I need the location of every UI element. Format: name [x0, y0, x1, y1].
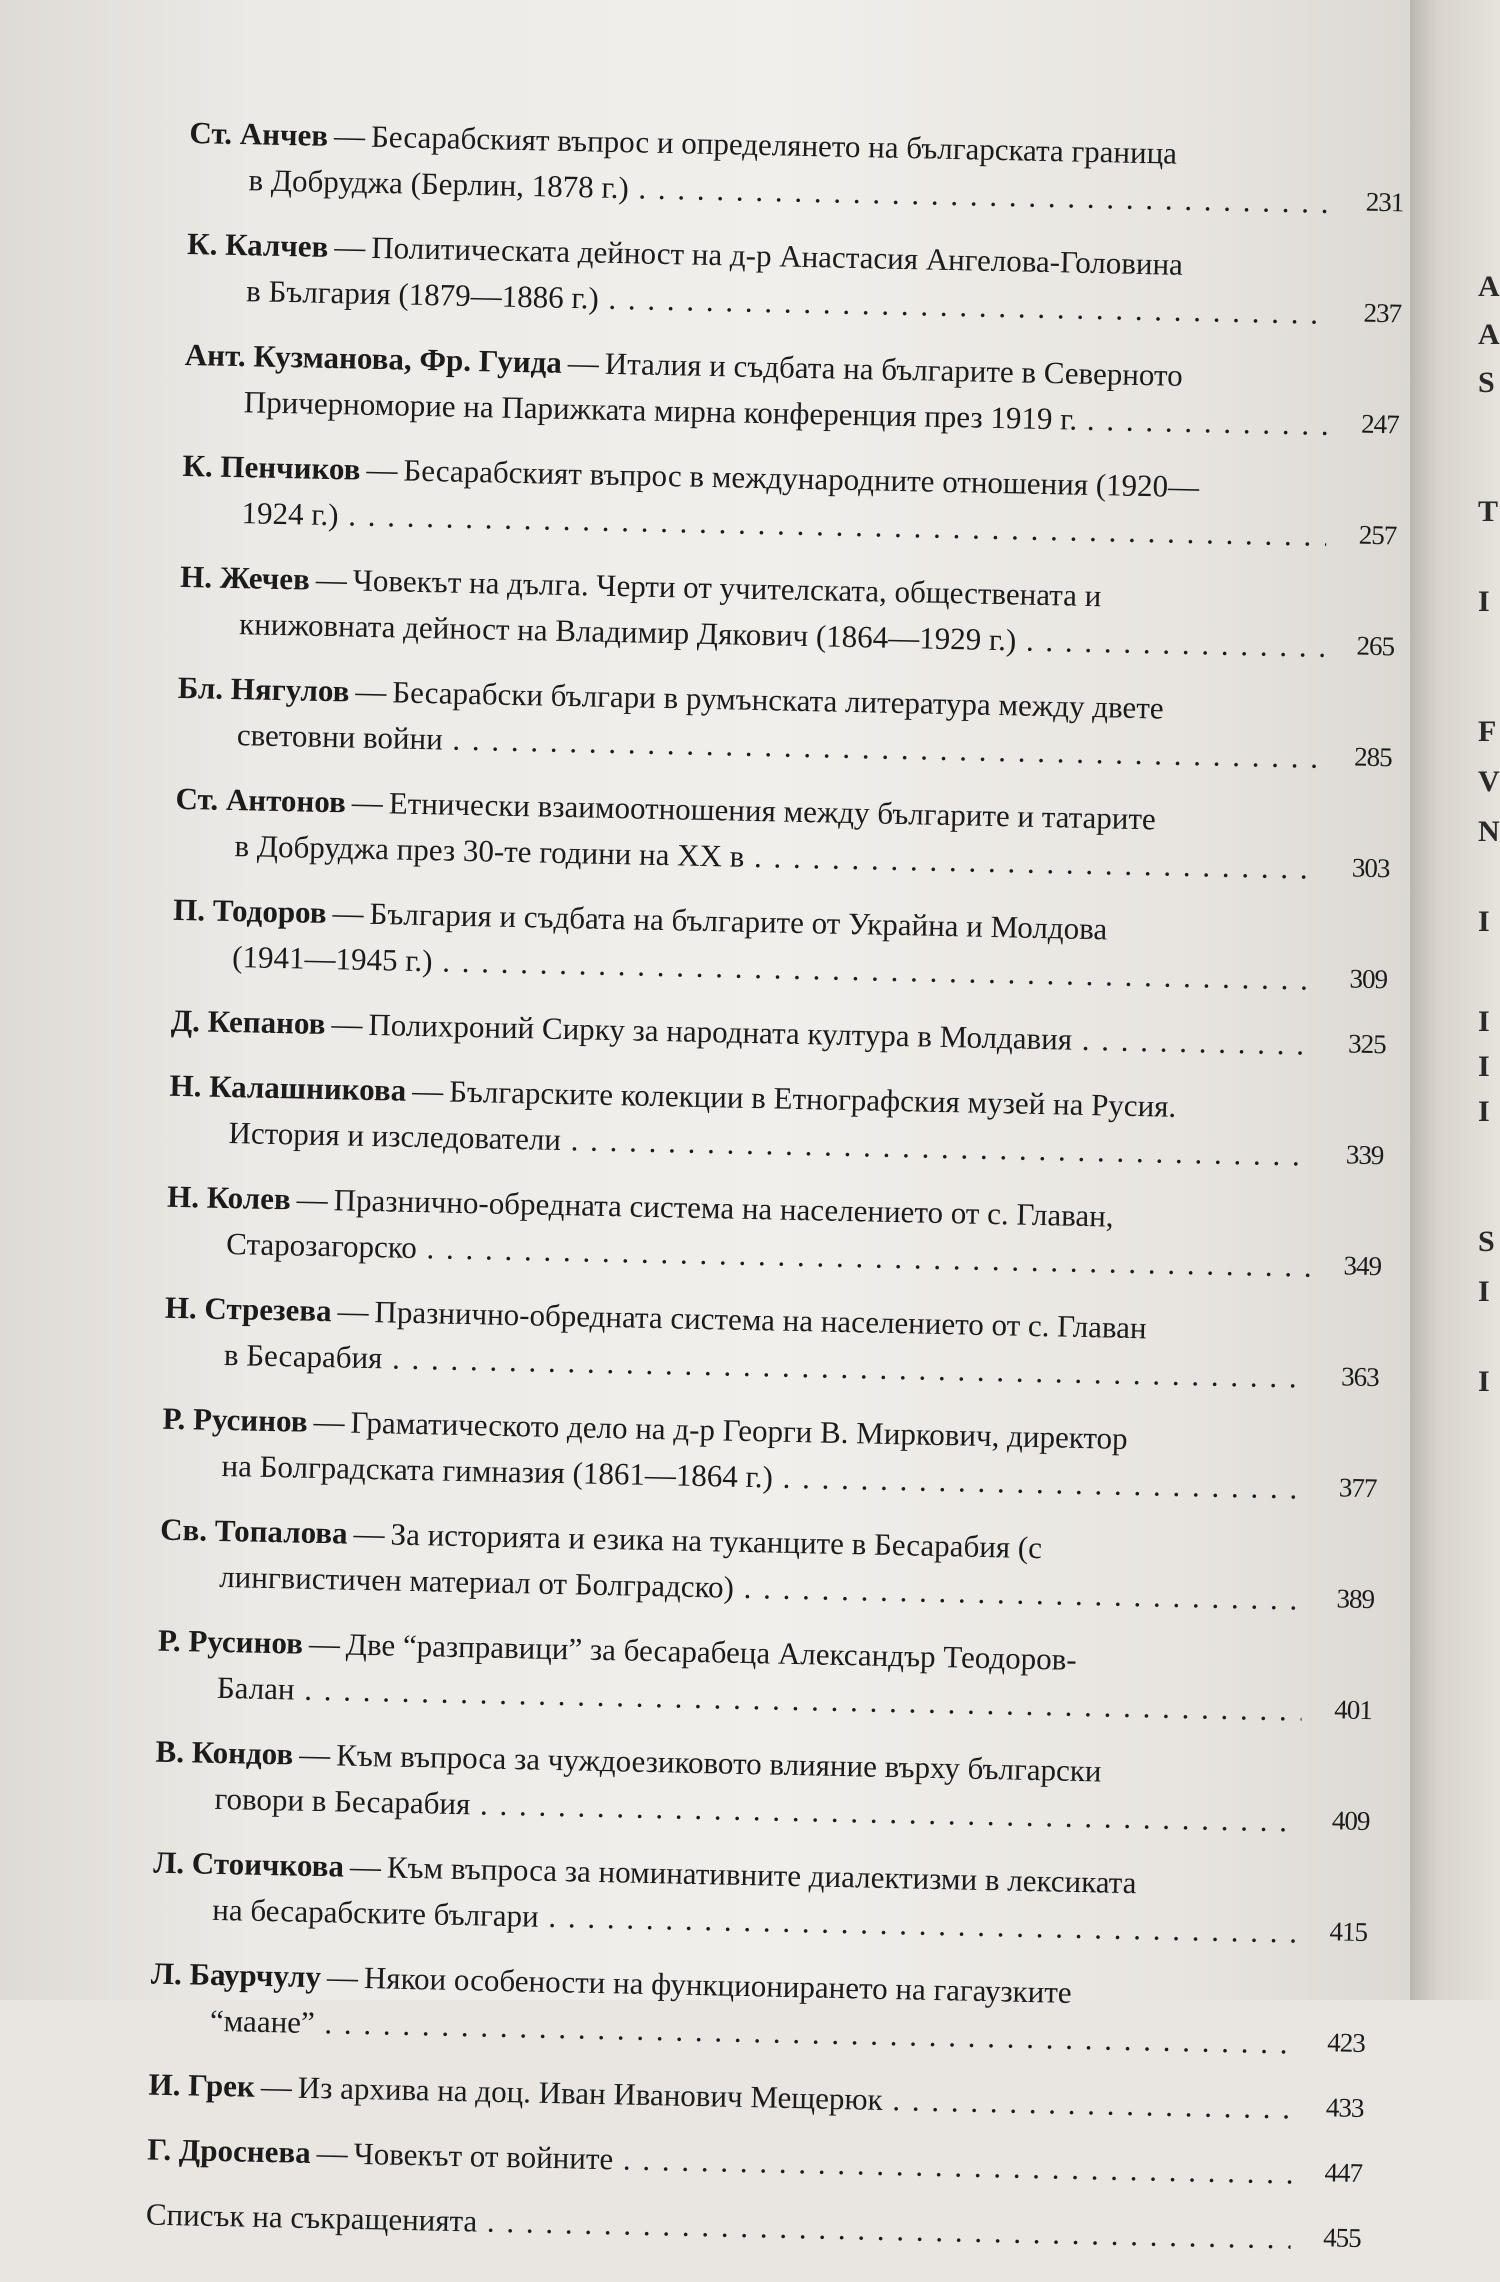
- toc-entry: Д. Кепанов — Полихроний Сирку за народната култура в Молдавия . . . 325: [170, 998, 1386, 1069]
- toc-entry: Р. Русинов — Граматическото дело на д-р Георги В. Миркович, директор на Болградската гимназия (1861—1864 г.) . . . 377: [161, 1396, 1378, 1513]
- entry-author: Н. Колев: [166, 1178, 292, 1217]
- entry-title: Политическата дейност на д-р Анастасия Ангелова-Головина: [371, 229, 1184, 282]
- entry-author: Св. Топалова: [159, 1511, 349, 1551]
- side-letter: F: [1478, 715, 1497, 748]
- entry-title: Бесарабският въпрос в международните отношения (1920—: [403, 452, 1200, 505]
- entry-author: Р. Русинов: [162, 1400, 308, 1439]
- toc-entry: В. Кондов — Към въпроса за чуждоезиковото влияние върху български говори в Бесарабия . . . 409: [154, 1729, 1371, 1846]
- page-number: 325: [1347, 1028, 1387, 1060]
- side-letter: I: [1478, 905, 1490, 938]
- entry-title: Към въпроса за чуждоезиковото влияние върху български: [335, 1737, 1102, 1789]
- page-number: 433: [1325, 2092, 1364, 2124]
- entry-author: Бл. Нягулов: [177, 669, 350, 709]
- page-number: 303: [1351, 852, 1390, 884]
- entry-title-continued: 1924 г.) . . .: [181, 489, 1327, 559]
- page-number: 423: [1326, 2027, 1366, 2059]
- entry-title-continued: в Бесарабия . . .: [163, 1331, 1309, 1401]
- toc-entry: П. Тодоров — България и съдбата на българите от Украйна и Молдова (1941—1945 г.) . . . 309: [172, 887, 1389, 1004]
- toc-entry: Р. Русинов — Две “разправици” за бесарабеца Александър Теодоров- Балан . . . 401: [156, 1618, 1373, 1735]
- entry-author: П. Тодоров: [172, 891, 327, 931]
- entry-title-continued: книжовната дейност на Владимир Дякович (1864—1929 г.) . . .: [179, 600, 1325, 670]
- side-letter: A: [1478, 270, 1500, 303]
- table-of-contents: [145, 110, 1405, 2282]
- entry-title: Към въпроса за номинативните диалектизми в лексиката: [386, 1849, 1137, 1901]
- entry-author: Н. Калашникова: [169, 1067, 407, 1108]
- entry-title-continued: на Болградската гимназия (1861—1864 г.) . . .: [161, 1442, 1307, 1512]
- entry-author: К. Пенчиков: [182, 447, 361, 487]
- entry-author: Н. Жечев: [179, 558, 311, 597]
- entry-author: Ант. Кузманова, Фр. Гуида: [184, 336, 563, 380]
- entry-author: Г. Дроснева: [146, 2131, 312, 2170]
- page-number: 265: [1356, 630, 1395, 662]
- entry-author: И. Грек: [148, 2066, 256, 2104]
- entry-title-continued: лингвистичен материал от Болградско) . . .: [159, 1553, 1305, 1623]
- entry-author: В. Кондов: [155, 1733, 294, 1772]
- page-number: 257: [1358, 519, 1397, 551]
- toc-entry: И. Грек — Из архива на доц. Иван Иванович Мещерюк . . . 433: [148, 2062, 1364, 2133]
- entry-title-continued: в Добруджа (Берлин, 1878 г.) . . .: [188, 156, 1334, 226]
- entry-title: Българските колекции в Етнографския музей на Русия.: [448, 1073, 1177, 1124]
- entry-title: Две “разправици” за бесарабеца Александър Теодоров-: [345, 1626, 1078, 1677]
- entry-title: Граматическото дело на д-р Георги В. Миркович, директор: [350, 1404, 1128, 1456]
- toc-entry: Бл. Нягулов — Бесарабски българи в румънската литература между двете световни войни . . . 285: [176, 665, 1393, 782]
- side-letter: V: [1478, 765, 1500, 798]
- page-number: 247: [1360, 408, 1399, 440]
- side-letter: I: [1478, 1365, 1490, 1398]
- entry-title-continued: Причерноморие на Парижката мирна конференция през 1919 г. . . .: [183, 378, 1329, 448]
- entry-author: К. Калчев: [186, 225, 329, 264]
- entry-title: Списък на съкращенията: [145, 2196, 478, 2239]
- entry-title: Някои особености на функционирането на гагаузките: [363, 1960, 1072, 2010]
- entry-title: Човекът от войните: [353, 2135, 614, 2177]
- entry-title: Празнично-обредната система на населението от с. Главан: [374, 1294, 1147, 1346]
- entry-title: Етнически взаимоотношения между българите и татарите: [388, 785, 1157, 837]
- page-number: 455: [1322, 2222, 1362, 2253]
- side-letter: I: [1478, 1050, 1490, 1083]
- entry-title: Из архива на доц. Иван Иванович Мещерюк: [297, 2069, 884, 2117]
- page-number: 285: [1353, 741, 1393, 773]
- page-number: 401: [1333, 1694, 1373, 1726]
- side-letter: A: [1478, 318, 1500, 351]
- toc-entry: Г. Дроснева — Човекът от войните . . . 447: [147, 2127, 1363, 2198]
- entry-title-continued: “маане” . . .: [150, 1997, 1296, 2067]
- entry-title-continued: История и изследователи . . .: [168, 1109, 1314, 1179]
- entry-title-continued: говори в Бесарабия . . .: [154, 1775, 1300, 1845]
- toc-entry: [145, 2192, 1361, 2263]
- entry-title-continued: световни войни . . .: [176, 711, 1322, 781]
- entry-title: Човекът на дълга. Черти от учителската, обществената и: [352, 562, 1102, 614]
- toc-entry: Н. Жечев — Човекът на дълга. Черти от учителската, обществената и книжовната дейност на Владимир Дякович (1864—1929 г.) . . . 265: [179, 554, 1396, 671]
- entry-title: Празнично-обредната система на населението от с. Главан,: [333, 1182, 1114, 1234]
- page-number: 389: [1336, 1583, 1375, 1615]
- next-page-letters: [1478, 0, 1500, 2000]
- toc-entry: Ст. Анчев — Бесарабският въпрос и определянето на българската граница в Добруджа (Берлин, 1878 г.) . . . 231: [188, 110, 1405, 227]
- toc-entry: Л. Баурчулу — Някои особености на функционирането на гагаузките “маане” . . . 423: [150, 1951, 1367, 2068]
- entry-title-continued: Старозагорско . . .: [166, 1220, 1312, 1290]
- toc-entry: Ст. Антонов — Етнически взаимоотношения между българите и татарите в Добруджа през 30-те години на XX в . . . 303: [174, 776, 1391, 893]
- entry-title-continued: на бесарабските българи . . .: [152, 1886, 1298, 1956]
- toc-entry: Н. Колев — Празнично-обредната система на населението от с. Главан, Старозагорско . . . 349: [166, 1174, 1383, 1291]
- side-letter: S: [1478, 366, 1495, 399]
- entry-title: Бесарабски българи в румънската литература между двете: [392, 674, 1164, 726]
- entry-author: Л. Баурчулу: [150, 1955, 322, 1995]
- entry-title: Италия и съдбата на българите в Северното: [604, 345, 1184, 393]
- entry-title-continued: Балан . . .: [156, 1664, 1302, 1734]
- page-number: 377: [1338, 1472, 1377, 1504]
- side-letter: I: [1478, 1275, 1490, 1308]
- entry-title-continued: (1941—1945 г.) . . .: [172, 933, 1318, 1003]
- page-number: 409: [1331, 1805, 1370, 1837]
- page-number: 309: [1349, 963, 1388, 995]
- entry-author: Н. Стрезева: [164, 1289, 332, 1329]
- side-letter: N: [1478, 815, 1500, 848]
- side-letter: S: [1478, 1225, 1495, 1258]
- page-number: 237: [1363, 297, 1402, 329]
- toc-entry: К. Калчев — Политическата дейност на д-р Анастасия Ангелова-Головина в България (1879—1886 г.) . . . 237: [186, 221, 1403, 338]
- page-number: 339: [1345, 1139, 1384, 1171]
- toc-entry: Л. Стоичкова — Към въпроса за номинативните диалектизми в лексиката на бесарабските българи . . . 415: [152, 1840, 1369, 1957]
- entry-author: Д. Кепанов: [170, 1002, 326, 1042]
- page-number: 415: [1329, 1916, 1368, 1948]
- entry-author: Ст. Анчев: [189, 114, 329, 153]
- page-number: 363: [1340, 1361, 1380, 1393]
- toc-entry: Н. Калашникова — Българските колекции в Етнографския музей на Русия. История и изследователи . . . 339: [168, 1063, 1385, 1180]
- entry-title: Бесарабският въпрос и определянето на българската граница: [370, 118, 1178, 171]
- entry-author: Л. Стоичкова: [152, 1844, 345, 1884]
- entry-title-continued: в България (1879—1886 г.) . . .: [186, 267, 1332, 337]
- toc-entry: К. Пенчиков — Бесарабският въпрос в международните отношения (1920— 1924 г.) . . . 257: [181, 443, 1398, 560]
- entry-author: Ст. Антонов: [175, 780, 347, 820]
- side-letter: I: [1478, 585, 1490, 618]
- page-number: 231: [1365, 186, 1404, 218]
- side-letter: I: [1478, 1005, 1490, 1038]
- entry-author: Р. Русинов: [157, 1622, 304, 1661]
- page-number: 447: [1324, 2157, 1363, 2188]
- toc-entry: Н. Стрезева — Празнично-обредната система на населението от с. Главан в Бесарабия . . . 363: [163, 1285, 1380, 1402]
- entry-title: За историята и езика на туканците в Бесарабия (с: [390, 1516, 1043, 1566]
- side-letter: I: [1478, 1095, 1490, 1128]
- entry-title: България и съдбата на българите от Украйна и Молдова: [369, 895, 1108, 947]
- page-number: 349: [1343, 1250, 1382, 1282]
- entry-title: Полихроний Сирку за народната култура в Молдавия: [368, 1006, 1073, 1057]
- side-letter: T: [1478, 495, 1499, 528]
- toc-entry: Св. Топалова — За историята и езика на туканците в Бесарабия (с лингвистичен материал от Болградско) . . . 389: [159, 1507, 1376, 1624]
- toc-entry: Ант. Кузманова, Фр. Гуида — Италия и съдбата на българите в Северното Причерноморие на Парижката мирна конференция през 1919 г. . . . 247: [183, 332, 1400, 449]
- entry-title-continued: в Добруджа през 30-те години на XX в . . .: [174, 822, 1320, 892]
